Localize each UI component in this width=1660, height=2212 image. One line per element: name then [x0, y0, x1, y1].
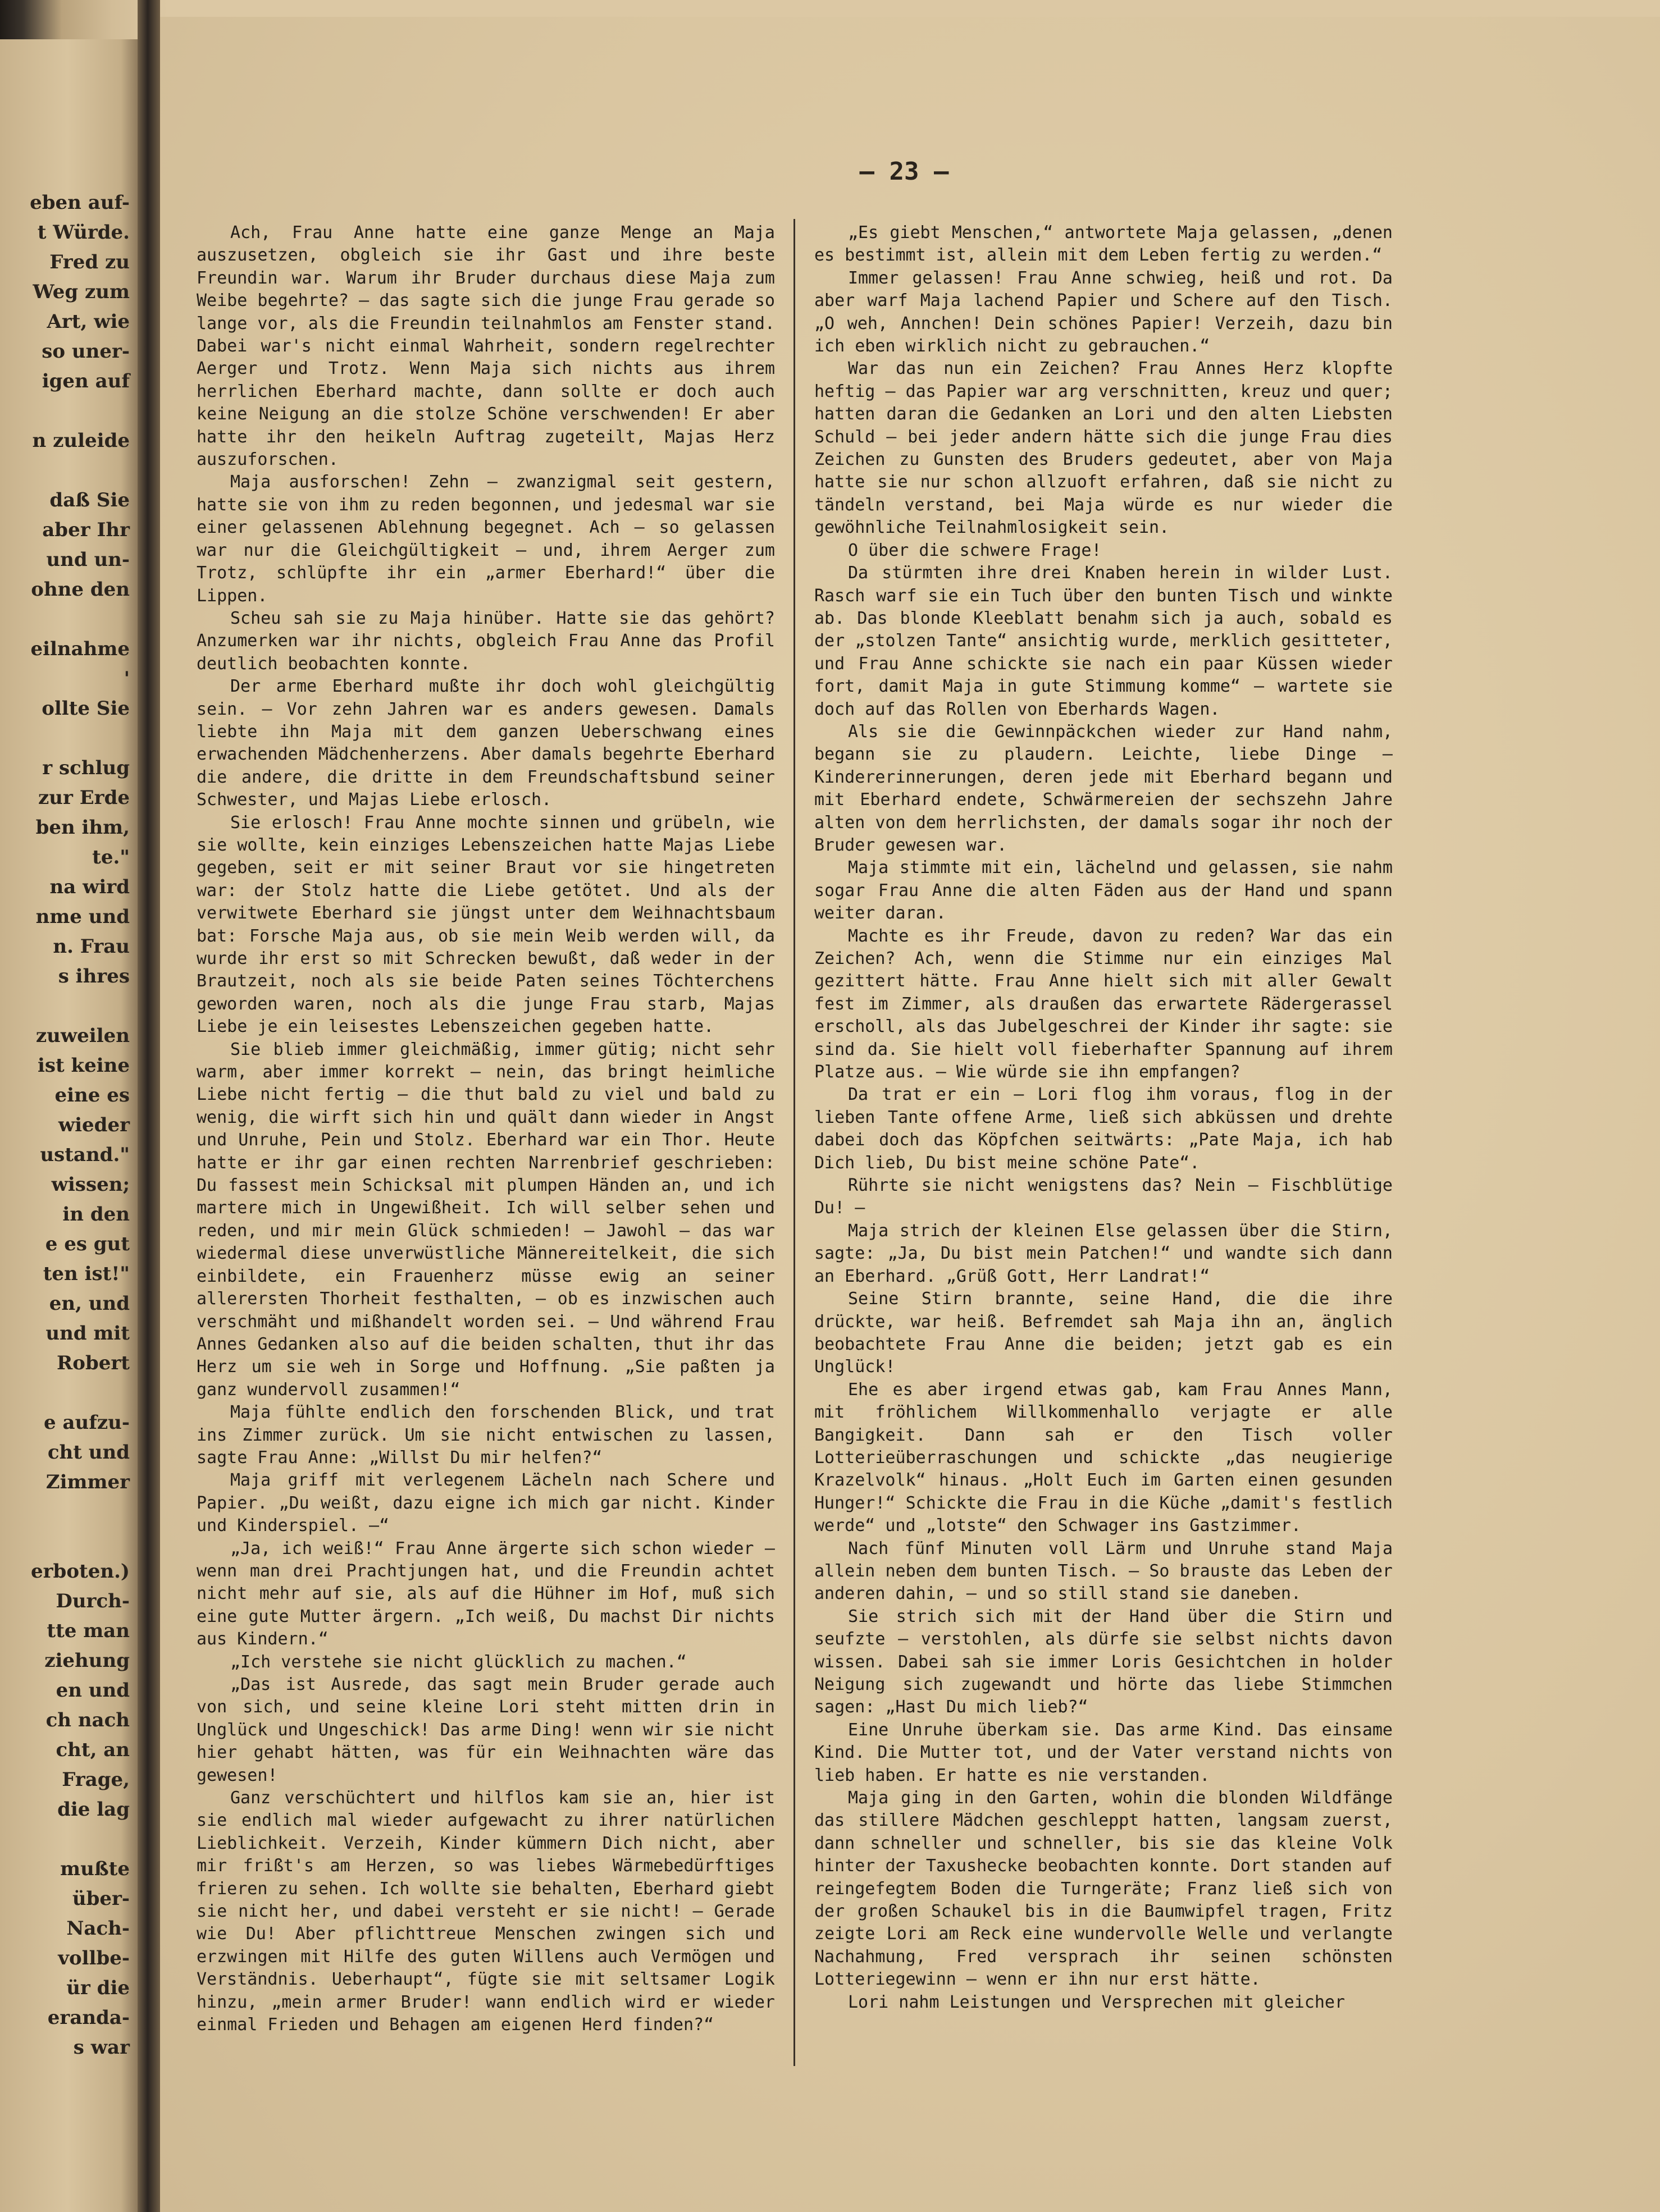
left-page-line: Robert: [57, 1352, 130, 1374]
paragraph: Maja ausforschen! Zehn — zwanzigmal seit gestern, hatte sie von ihm zu reden begonnen, und jedesmal war sie einer gelassenen Ablehnung begegnet. Ach — so gelassen war nur die Gleichgültigkeit — und, ihrem Aerger zum Trotz, schlüpfte ihr ein „armer Eberhard!“ über die Lippen.: [197, 472, 775, 606]
left-page-line: ziehung: [44, 1649, 130, 1672]
left-page-line: Weg zum: [33, 281, 130, 303]
left-page-line: mußte: [60, 1858, 130, 1880]
text-column-left: [197, 222, 775, 2037]
page: [160, 17, 1660, 2212]
left-page-line: zuweilen: [35, 1025, 130, 1047]
left-page-line: eben auf-: [30, 191, 130, 214]
paragraph: „Ich verstehe sie nicht glücklich zu machen.“: [230, 1652, 687, 1672]
left-page-line: und mit: [45, 1322, 130, 1345]
paragraph: Machte es ihr Freude, davon zu reden? War das ein Zeichen? Ach, wenn die Stimme nur ein einziges Mal gezittert hätte. Frau Anne hielt sich mit aller Gewalt fest im Zimmer, als draußen das erwartete Rädergerassel erscholl, als das Jubelgeschrei der Kinder ihr sagte: sie sind da. Sie hielt voll fieberhafter Spannung auf ihrem Platze aus. — Wie würde sie ihn empfangen?: [814, 926, 1393, 1082]
paragraph: War das nun ein Zeichen? Frau Annes Herz klopfte heftig — das Papier war arg verschnitten, kreuz und quer; hatten daran die Gedanken an Lori und den alten Liebsten Schuld — bei jeder andern hätte sich die junge Frau dies Zeichen zu Gunsten des Bruders gedeutet, aber von Maja hatte sie nur schon allzuoft erfahren, daß sie nicht zu tändeln verstand, bei Maja würde es nur wieder die gewöhnliche Teilnahmlosigkeit sein.: [814, 359, 1393, 538]
left-page-line: Nach-: [66, 1917, 130, 1940]
book-gutter: [138, 0, 160, 2212]
paragraph: Lori nahm Leistungen und Versprechen mit gleicher: [848, 1992, 1346, 2012]
left-page-line: Frage,: [62, 1768, 130, 1791]
paragraph: „Es giebt Menschen,“ antwortete Maja gelassen, „denen es bestimmt ist, allein mit dem Leben fertig zu werden.“: [814, 223, 1393, 266]
left-page-line: n zuleide: [32, 429, 130, 452]
left-page-line: e es gut: [45, 1233, 130, 1255]
paragraph: Maja fühlte endlich den forschenden Blick, und trat ins Zimmer zurück. Um sie nicht entwischen zu lassen, sagte Frau Anne: „Willst Du mir helfen?“: [197, 1402, 775, 1468]
paragraph: Sie strich sich mit der Hand über die Stirn und seufzte — verstohlen, als dürfe sie selbst nichts davon wissen. Dabei sah sie immer Loris Gesichtchen in holder Neigung sich zugewandt und hörte das liebe Stimmchen sagen: „Hast Du mich lieb?“: [814, 1606, 1393, 1717]
left-page-line: zur Erde: [38, 787, 130, 809]
paragraph: Maja strich der kleinen Else gelassen über die Stirn, sagte: „Ja, Du bist mein Patchen!“ und wandte sich dann an Eberhard. „Grüß Gott, Herr Landrat!“: [814, 1221, 1393, 1286]
left-page-line: über-: [72, 1887, 130, 1910]
paragraph: Rührte sie nicht wenigstens das? Nein — Fischblütige Du! —: [814, 1176, 1393, 1218]
left-page-line: Art, wie: [47, 310, 130, 333]
paragraph: „Ja, ich weiß!“ Frau Anne ärgerte sich schon wieder — wenn man drei Prachtjungen hat, und die Freundin achtet nicht mehr auf sie, als auf die Hühner im Hof, muß sich eine gute Mutter ärgern. „Ich weiß, Du machst Dir nichts aus Kindern.“: [197, 1538, 775, 1649]
left-page-line: in den: [62, 1203, 130, 1226]
left-page-line: ist keine: [37, 1054, 130, 1077]
left-page-line: Zimmer: [45, 1471, 130, 1493]
paragraph: Als sie die Gewinnpäckchen wieder zur Hand nahm, begann sie zu plaudern. Leichte, liebe Dinge — Kindererinnerungen, deren jede mit Eberhard begann und mit Eberhard endete, Schwärmereien der sechszehn Jahre alten von dem herrlichsten, der damals sogar ihr noch der Bruder gewesen war.: [814, 721, 1393, 855]
left-page-line: ohne den: [31, 578, 130, 601]
paragraph: Nach fünf Minuten voll Lärm und Unruhe stand Maja allein neben dem bunten Tisch. — So brauste das Leben der anderen dahin, — und so still stand sie daneben.: [814, 1538, 1393, 1604]
left-page-line: ollte Sie: [42, 697, 130, 720]
left-page-line: ch nach: [45, 1709, 130, 1731]
left-page-line: wissen;: [51, 1173, 130, 1196]
column-divider: [793, 219, 795, 2066]
left-page-line: t Würde.: [37, 221, 130, 244]
left-page-line: ustand.": [40, 1144, 130, 1166]
paragraph: Da stürmten ihre drei Knaben herein in wilder Lust. Rasch warf sie ein Tuch über den bunten Tisch und winkte ab. Das blonde Kleeblatt benahm sich ja auch, sobald es der „stolzen Tante“ ansichtig wurde, merklich gesitteter, und Frau Anne schickte sie nach ein paar Küssen wieder fort, damit Maja in gute Stimmung komme“ — wartete sie doch auf das Rollen von Eberhards Wagen.: [814, 563, 1393, 719]
page-number: — 23 —: [859, 157, 949, 186]
left-page-line: igen auf: [42, 370, 130, 392]
left-page-line: die lag: [57, 1798, 130, 1821]
left-page-line: n. Frau: [53, 935, 130, 958]
left-page-line: aber Ihr: [42, 519, 130, 541]
left-page-line: eranda-: [47, 2007, 130, 2029]
left-page-line: Fred zu: [49, 251, 130, 273]
left-page-line: daß Sie: [49, 489, 130, 511]
paragraph: Scheu sah sie zu Maja hinüber. Hatte sie das gehört? Anzumerken war ihr nichts, obgleich Frau Anne das Profil deutlich beobachten konnte.: [197, 608, 775, 674]
left-page-line: e aufzu-: [44, 1411, 130, 1434]
paragraph: Maja griff mit verlegenem Lächeln nach Schere und Papier. „Du weißt, dazu eigne ich mich gar nicht. Kinder und Kinderspiel. —“: [197, 1470, 775, 1536]
left-page-line: cht und: [47, 1441, 130, 1464]
text-column-right: [814, 222, 1393, 2014]
left-page-line: en und: [56, 1679, 130, 1702]
left-page-line: na wird: [49, 876, 130, 898]
paragraph: Immer gelassen! Frau Anne schwieg, heiß und rot. Da aber warf Maja lachend Papier und Schere auf den Tisch. „O weh, Annchen! Dein schönes Papier! Verzeih, dazu bin ich eben wirklich nicht zu gebrauchen.“: [814, 268, 1393, 357]
left-page-line: wieder: [58, 1114, 130, 1136]
left-page-line: s war: [73, 2036, 130, 2059]
left-page-line: s ihres: [58, 965, 130, 988]
left-page-line: nme und: [35, 906, 130, 928]
left-page-line: so uner-: [42, 340, 130, 363]
left-page-line: eine es: [54, 1084, 130, 1107]
left-page-line: te.": [92, 846, 130, 869]
paragraph: O über die schwere Frage!: [848, 540, 1102, 560]
paragraph: Seine Stirn brannte, seine Hand, die die ihre drückte, war heiß. Befremdet sah Maja ihn an, änglich beobachtete Frau Anne die beiden; jetzt gab es ein Unglück!: [814, 1289, 1393, 1377]
left-page-line: und un-: [46, 549, 130, 571]
left-page-line: r schlug: [42, 757, 130, 779]
paragraph: Ehe es aber irgend etwas gab, kam Frau Annes Mann, mit fröhlichem Willkommenhallo verjagte er alle Bangigkeit. Dann sah er den Tisch voller Lotterieüberraschungen und schickte „das neugierige Krazelvolk“ hinaus. „Holt Euch im Garten einen gesunden Hunger!“ Schickte die Frau in die Küche „damit's festlich werde“ und „lotste“ den Schwager ins Gastzimmer.: [814, 1379, 1393, 1536]
paragraph: Sie erlosch! Frau Anne mochte sinnen und grübeln, wie sie wollte, kein einziges Lebenszeichen hatte Majas Liebe gegeben, seit er mit seiner Braut vor sie hingetreten war: der Stolz hatte die Liebe getötet. Und als der verwitwete Eberhard sie jüngst unter dem Weihnachtsbaum bat: Forsche Maja aus, ob sie mein Weib werden will, da wurde ihr erst so mit Schrecken bewußt, daß weder in der Brautzeit, noch als sie beide Paten seines Töchterchens geworden waren, noch als die junge Frau starb, Majas Liebe je ein leisestes Lebenszeichen gegeben hatte.: [197, 812, 775, 1037]
paragraph: Eine Unruhe überkam sie. Das arme Kind. Das einsame Kind. Die Mutter tot, und der Vater verstand nichts von lieb haben. Er hatte es nie verstanden.: [814, 1720, 1393, 1785]
left-page-line: vollbe-: [58, 1947, 130, 1969]
paragraph: Der arme Eberhard mußte ihr doch wohl gleichgültig sein. — Vor zehn Jahren war es anders gewesen. Damals liebte ihn Maja mit dem ganzen Ueberschwang eines erwachenden Mädchenherzens. Aber damals begehrte Eberhard die andere, die dritte in dem Freundschaftsbund seiner Schwester, und Majas Liebe erlosch.: [197, 677, 775, 810]
left-page-line: eilnahme: [30, 638, 130, 660]
left-page-line: tte man: [47, 1620, 130, 1642]
left-page-fragment: [0, 39, 138, 2212]
paragraph: Maja ging in den Garten, wohin die blonden Wildfänge das stillere Mädchen geschleppt hatten, langsam zuerst, dann schneller und schneller, bis sie das kleine Volk hinter der Taxushecke beobachten konnte. Dort standen auf reingefegtem Boden die Turngeräte; Franz ließ sich von der großen Schaukel bis in die Baumwipfel tragen, Fritz zeigte Lori am Reck eine wundervolle Welle und verlangte Nachahmung, Fred versprach ihr seinen schönsten Lotteriegewinn — wenn er ihn nur erst hätte.: [814, 1788, 1393, 1990]
paragraph: Sie blieb immer gleichmäßig, immer gütig; nicht sehr warm, aber immer korrekt — nein, das bringt heimliche Liebe nicht fertig — die thut bald zu viel und bald zu wenig, die wirft sich hin und quält dann wieder in Angst und Unruhe, Pein und Stolz. Eberhard war ein Thor. Heute hatte er ihr gar einen rechten Narrenbrief geschrieben: Du fassest mein Schicksal mit plumpen Händen an, und ich martere mich in Ungewißheit. Ich will selber sehen und reden, und mir mein Glück schmieden! — Jawohl — das war wiedermal diese unverwüstliche Männereitelkeit, die sich einbildete, ein Frauenherz müsse ewig an seiner allerersten Thorheit festhalten, — ob es inzwischen auch verschmäht und mißhandelt worden sei. — Und während Frau Annes Gedanken also auf die beiden schalten, thut ihr das Herz um sie weh in Sorge und Hoffnung. „Sie paßten ja ganz wundervoll zusammen!“: [197, 1039, 775, 1400]
paragraph: Ganz verschüchtert und hilflos kam sie an, hier ist sie endlich mal wieder aufgewacht zu ihrer natürlichen Lieblichkeit. Verzeih, Kinder kümmern Dich nicht, aber mir frißt's am Herzen, so was liebes Wärmebedürftiges frieren zu sehen. Ich wollte sie behalten, Eberhard giebt sie nicht her, und dabei versteht er sie nicht! — Gerade wie Du! Aber pflichttreue Menschen zwingen sich und erzwingen mit Hilfe des guten Willens auch Vermögen und Verständnis. Ueberhaupt“, fügte sie mit seltsamer Logik hinzu, „mein armer Bruder! wann endlich wird er wieder einmal Frieden und Behagen am eigenen Herd finden?“: [197, 1788, 775, 2035]
left-page-line: ': [124, 668, 130, 690]
left-page-line: cht, an: [56, 1739, 130, 1761]
paragraph: Da trat er ein — Lori flog ihm voraus, flog in der lieben Tante offene Arme, ließ sich abküssen und drehte dabei doch das Köpfchen seitwärts: „Pate Maja, ich hab Dich lieb, Du bist meine schöne Pate“.: [814, 1085, 1393, 1173]
left-page-line: erboten.): [31, 1560, 130, 1583]
left-page-line: en, und: [49, 1292, 130, 1315]
paragraph: „Das ist Ausrede, das sagt mein Bruder gerade auch von sich, und seine kleine Lori steht mitten drin in Unglück und Ungeschick! Das arme Ding! wenn wir sie nicht hier gehabt hätten, was für ein Weihnachten wäre das gewesen!: [197, 1675, 775, 1785]
left-page-line: ben ihm,: [35, 816, 130, 839]
left-page-line: ür die: [66, 1977, 130, 1999]
paragraph: Ach, Frau Anne hatte eine ganze Menge an Maja auszusetzen, obgleich sie ihr Gast und ihre beste Freundin war. Warum ihr Bruder durchaus diese Maja zum Weibe begehrte? — das sagte sich die junge Frau gerade so lange vor, als die Freundin teilnahmlos am Fenster stand. Dabei war's nicht einmal Wahrheit, sondern regelrechter Aerger und Trotz. Wenn Maja sich nichts aus ihrem herrlichen Eberhard machte, dann sollte er doch auch keine Neigung an die stolze Schöne verschwenden! Er aber hatte ihr den heikeln Auftrag zugeteilt, Majas Herz auszuforschen.: [197, 223, 775, 470]
left-page-line: ten ist!": [43, 1263, 130, 1285]
left-page-line: Durch-: [56, 1590, 130, 1612]
paragraph: Maja stimmte mit ein, lächelnd und gelassen, sie nahm sogar Frau Anne die alten Fäden aus der Hand und spann weiter daran.: [814, 858, 1393, 924]
